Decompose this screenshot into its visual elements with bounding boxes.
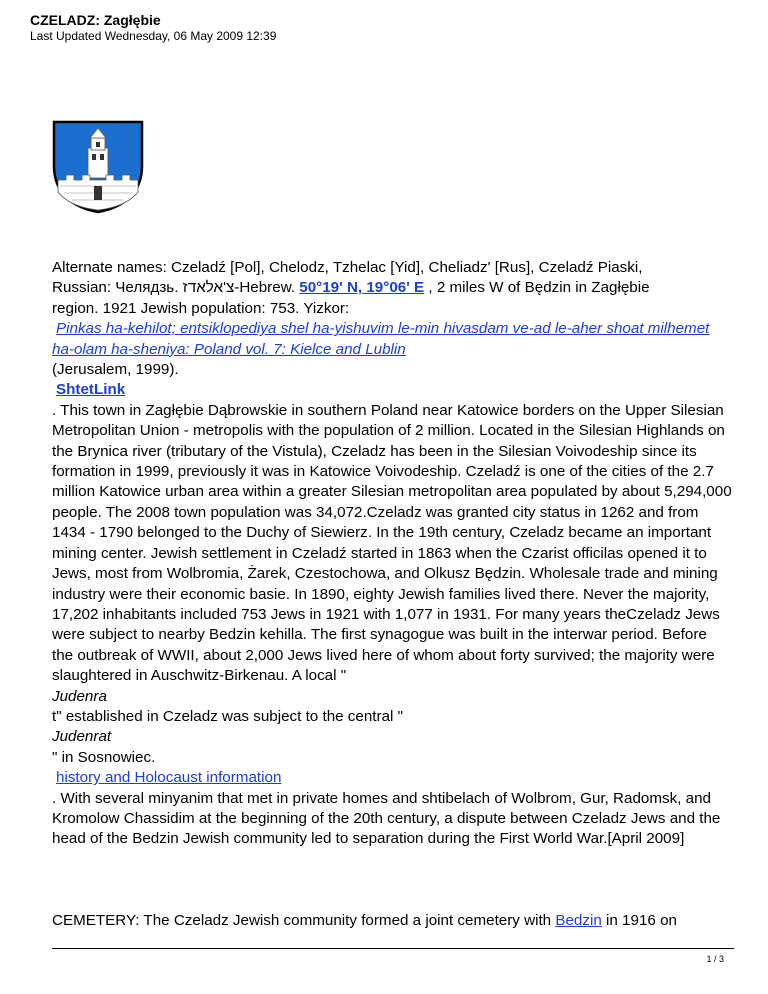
page-number: 1 / 3 <box>706 954 724 964</box>
judenrat-paragraph: t" established in Czeladz was subject to the central " <box>52 707 403 725</box>
shtetlink-link[interactable]: ShtetLink <box>56 381 126 399</box>
minyanim-paragraph: . With several minyanim that met in private homes and shtibelach of Wolbrom, Gur, Radomsk, and Kromolow Chassidim at the beginning of the 20th century, a dispute between Czeladz Jews and the head of the Bedzin Jewish community led to separation during the First World War.[April 2009] <box>52 789 721 848</box>
pinkas-link[interactable]: Pinkas ha-kehilot; entsiklopediya shel ha-yishuvim le-min hivasdam ve-ad le-aher shoat milhemet ha-olam ha-sheniya: Poland vol. 7: Kielce and Lublin <box>52 320 710 358</box>
page-title: CZELADZ: Zagłębie <box>30 12 161 28</box>
footer-divider <box>52 948 734 949</box>
coat-of-arms-icon <box>52 120 144 214</box>
hebrew-name: צ'אלאדז <box>182 279 235 297</box>
judenrat-term-1: Judenra <box>52 687 107 705</box>
cemetery-paragraph: CEMETERY: The Czeladz Jewish community formed a joint cemetery with Bedzin in 1916 on <box>52 911 677 929</box>
sosnowiec-note: " in Sosnowiec. <box>52 748 156 766</box>
bedzin-link[interactable]: Bedzin <box>555 911 602 929</box>
alternate-names: Alternate names: Czeladź [Pol], Chelodz, Tzhelac [Yid], Cheliadz' [Rus], Czeladź Piaski, Russian: Челядзь. צ'אלאדז-Hebrew. 50°19' N, 19°06' E , 2 miles W of Będzin in Zagłębie region. 1921 Jewish population: 753. Yizkor: <box>52 259 650 317</box>
jerusalem-note: (Jerusalem, 1999). <box>52 361 179 379</box>
history-paragraph: . This town in Zagłębie Dąbrowskie in southern Poland near Katowice borders on the Upper Silesian Metropolitan Union - metropolis with the population of 2 million. Located in the Silesian Highlands on the Brynica river (tributary of the Vistula), Czeladz has been in the Silesian Voivodeship since its formation in 1999, previously it was in Katowice Voivodeship. Czeladź is one of the cities of the 2.7 million Katowice urban area within a greater Silesian metropolitan area populated by about 5,294,000 people. The 2008 town population was 34,072.Czeladz was granted city status in 1262 and from 1434 - 1790 belonged to the Duchy of Siewierz. In the 19th century, Czeladz became an important mining center. Jewish settlement in Czeladź started in 1863 when the Czarist officilas opened it to Jews, most from Wolbromia, Żarek, Czestochowa, and Olkusz Będzin. Wholesale trade and mining industry were their economic basie. In 1890, eighty Jewish families lived there. Never the majority, 17,202 inhabitants included 753 Jews in 1921 with 1,077 in 1931. For many years theCzeladz Jews were subject to nearby Bedzin kehilla. The first synagogue was built in the interwar period. Before the outbreak of WWII, about 2,000 Jews lived here of whom about forty survived; the majority were slaughtered in Auschwitz-Birkenau. A local " <box>52 401 732 685</box>
judenrat-term-2: Judenrat <box>52 728 112 746</box>
coordinates-link[interactable]: 50°19' N, 19°06' E <box>299 279 425 297</box>
history-link[interactable]: history and Holocaust information <box>56 769 282 787</box>
last-updated: Last Updated Wednesday, 06 May 2009 12:39 <box>30 29 277 43</box>
page-header <box>30 12 276 44</box>
article-body <box>52 258 732 931</box>
